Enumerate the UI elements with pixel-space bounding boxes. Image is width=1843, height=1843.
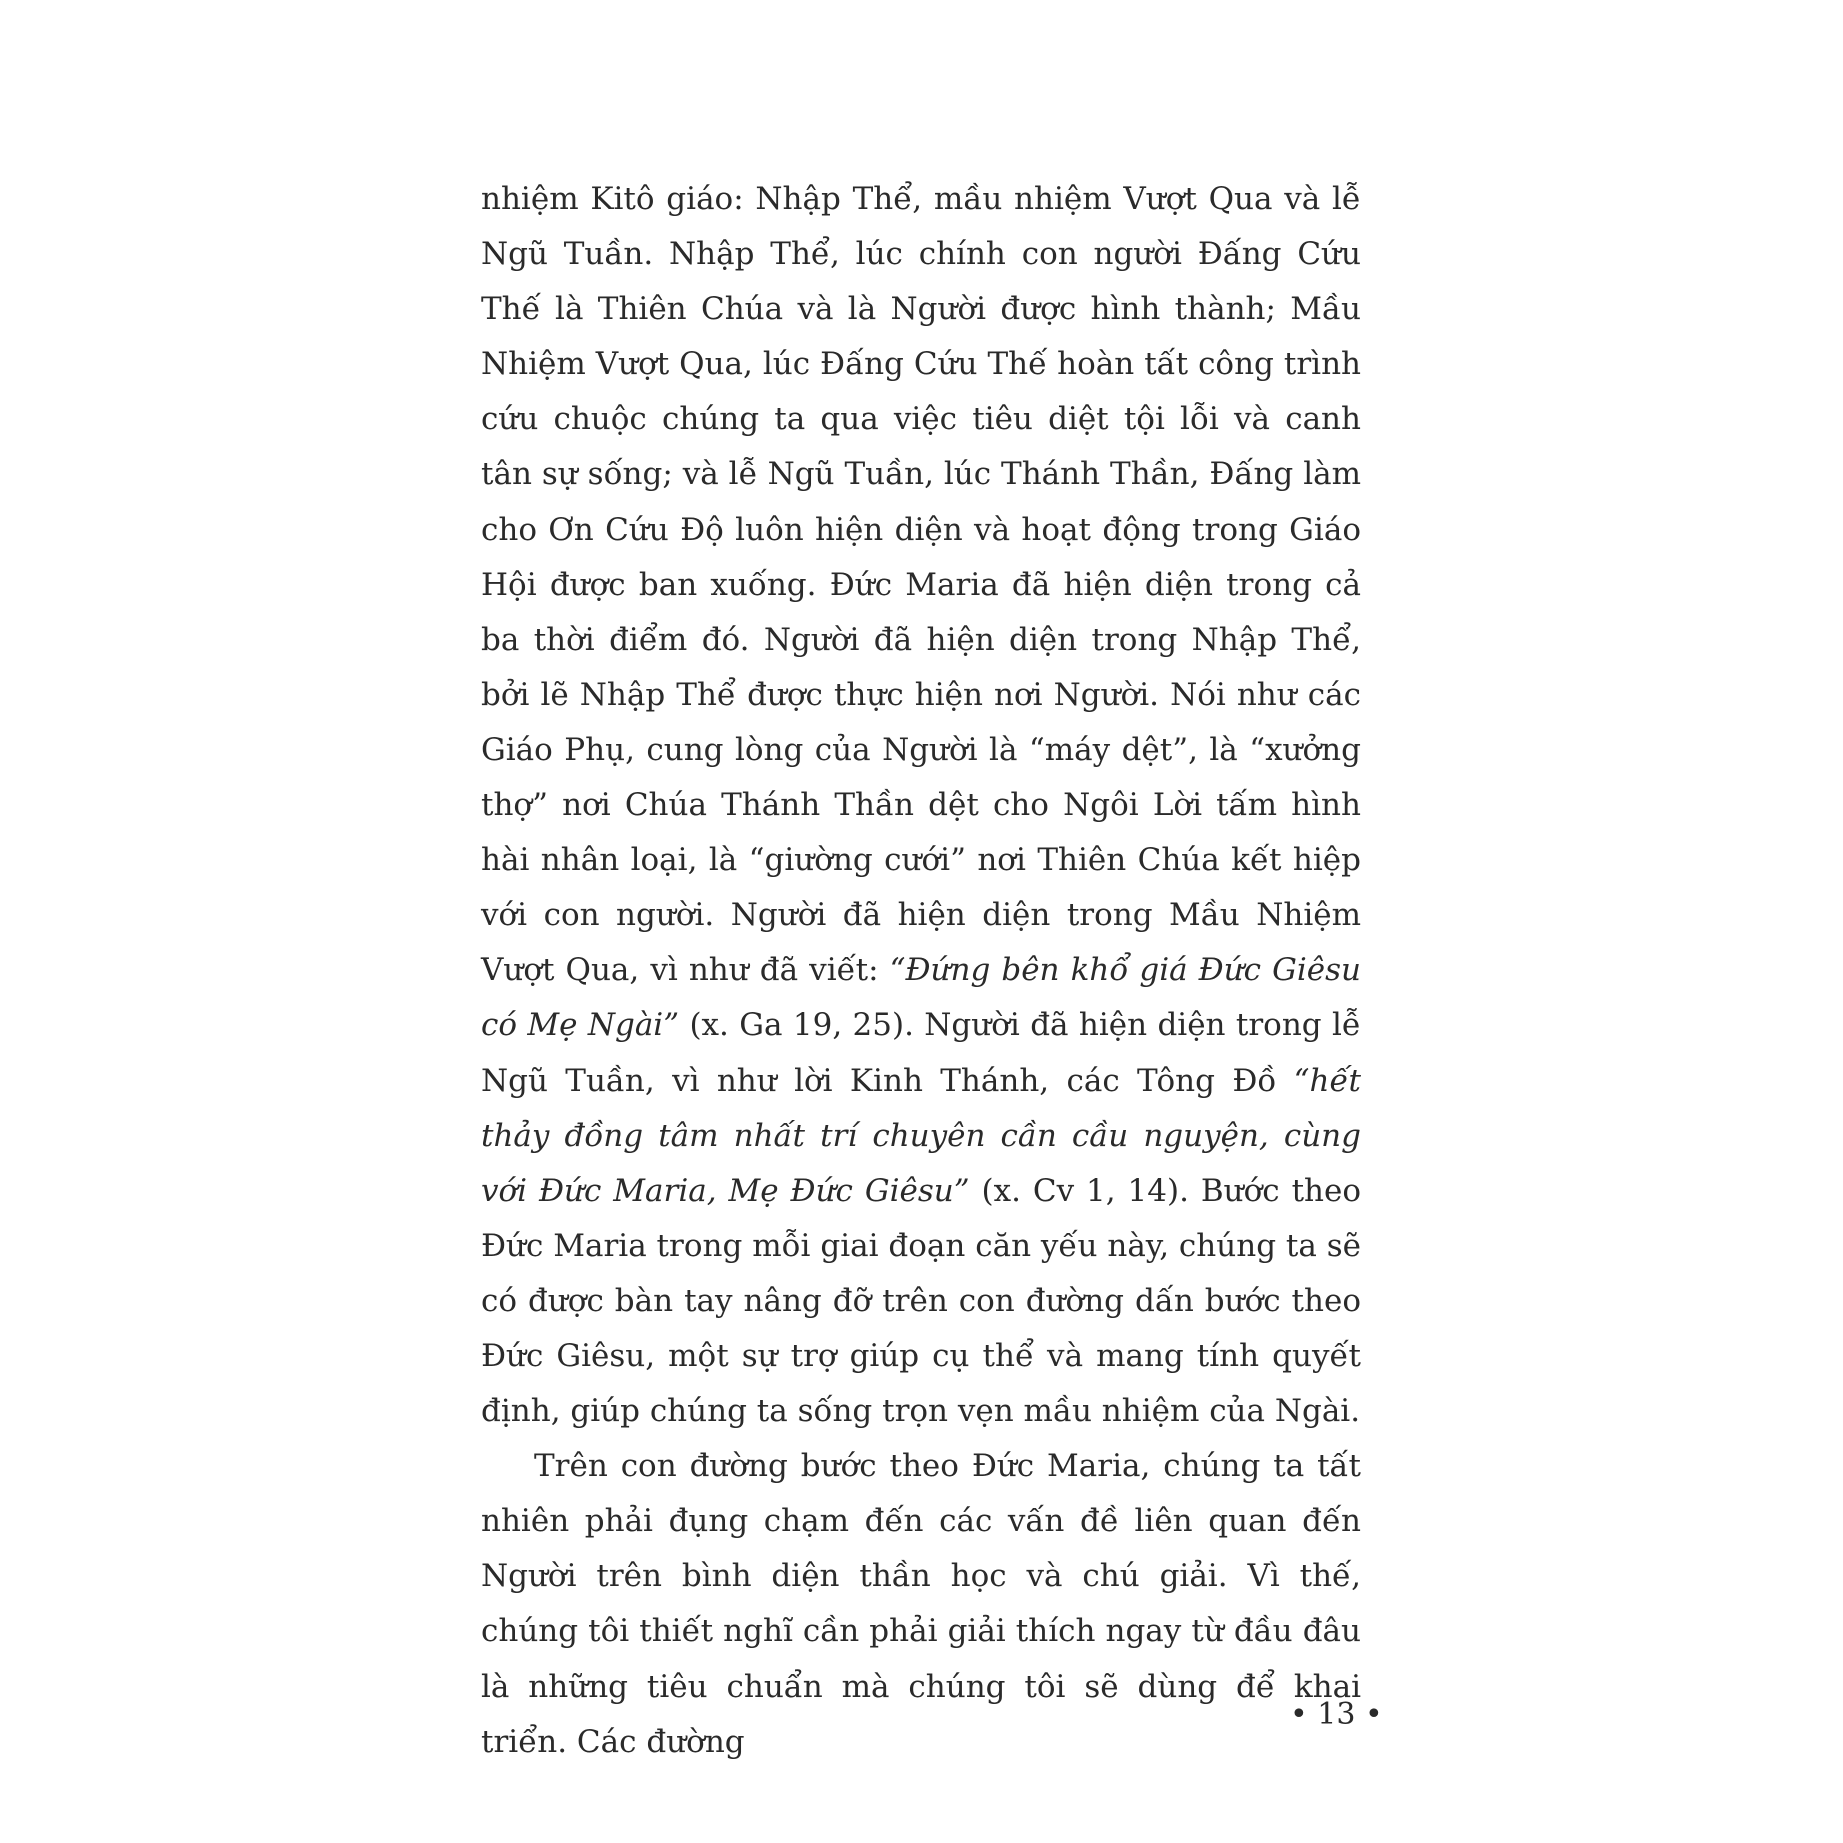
page-number: • 13 • [1290,1697,1383,1732]
paragraph-1-run: nhiệm Kitô giáo: Nhập Thể, mầu nhiệm Vượt Qua và lễ Ngũ Tuần. Nhập Thể, lúc chính con người Đấng Cứu Thế là Thiên Chúa và là Người được hình thành; Mầu Nhiệm Vượt Qua, lúc Đấng Cứu Thế hoàn tất công trình cứu chuộc chúng ta qua việc tiêu diệt tội lỗi và canh tân sự sống; và lễ Ngũ Tuần, lúc Thánh Thần, Đấng làm cho Ơn Cứu Độ luôn hiện diện và hoạt động trong Giáo Hội được ban xuống. Đức Maria đã hiện diện trong cả ba thời điểm đó. Người đã hiện diện trong Nhập Thể, bởi lẽ Nhập Thể được thực hiện nơi Người. Nói như các Giáo Phụ, cung lòng của Người là “máy dệt”, là “xưởng thợ” nơi Chúa Thánh Thần dệt cho Ngôi Lời tấm hình hài nhân loại, là “giường cưới” nơi Thiên Chúa kết hiệp với con người. Người đã hiện diện trong Mầu Nhiệm Vượt Qua, vì như đã viết: [481,181,1361,989]
paragraph-1 [481,172,1361,1439]
body-text [481,172,1383,1770]
paragraph-1-run: (x. Cv 1, 14). Bước theo Đức Maria trong mỗi giai đoạn căn yếu này, chúng ta sẽ có được bàn tay nâng đỡ trên con đường dấn bước theo Đức Giêsu, một sự trợ giúp cụ thể và mang tính quyết định, giúp chúng ta sống trọn vẹn mầu nhiệm của Ngài. [481,1172,1362,1430]
paragraph-1-run: (x. Ga 19, 25). Người đã hiện diện trong lễ Ngũ Tuần, vì như lời Kinh Thánh, các Tông Đồ [481,1007,1361,1099]
paragraph-2-run: Trên con đường bước theo Đức Maria, chúng ta tất nhiên phải đụng chạm đến các vấn đề liên quan đến Người trên bình diện thần học và chú giải. Vì thế, chúng tôi thiết nghĩ cần phải giải thích ngay từ đầu đâu là những tiêu chuẩn mà chúng tôi sẽ dùng để khai triển. Các đường [481,1448,1361,1760]
scripture-quote-acts: “hết thảy đồng tâm nhất trí chuyên cần cầu nguyện, cùng với Đức Maria, Mẹ Đức Giêsu” [481,1062,1361,1209]
scripture-quote-john: “Đứng bên khổ giá Đức Giêsu có Mẹ Ngài” [481,952,1361,1044]
paragraph-2 [481,1439,1383,1770]
